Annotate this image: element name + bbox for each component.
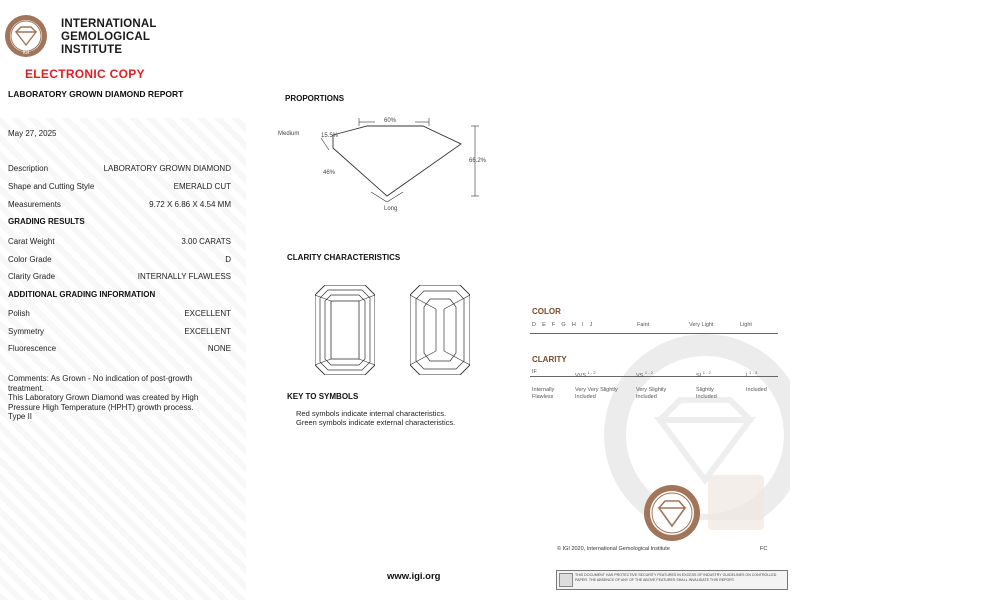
security-document-icon bbox=[559, 573, 573, 587]
svg-text:IGI: IGI bbox=[22, 50, 30, 56]
additional-info-title: ADDITIONAL GRADING INFORMATION bbox=[8, 290, 156, 299]
culet-label: Long bbox=[384, 206, 398, 212]
clarity-grade-si-sup: 1 - 2 bbox=[702, 370, 711, 375]
clarity-desc-i: Included bbox=[746, 387, 767, 393]
girdle-label: Medium bbox=[278, 131, 300, 137]
emerald-pavilion-diagram bbox=[410, 285, 470, 375]
clarity-scale-title: CLARITY bbox=[532, 355, 567, 364]
clarity-grade-i-sup: 1 - 3 bbox=[749, 370, 758, 375]
comments-block bbox=[8, 374, 223, 422]
polish-value: EXCELLENT bbox=[184, 309, 231, 318]
color-faint: Faint bbox=[637, 322, 650, 328]
description-value: LABORATORY GROWN DIAMOND bbox=[103, 164, 231, 173]
clarity-desc-vs: Very Slightly Included bbox=[636, 387, 667, 400]
color-grade-h: H bbox=[571, 322, 576, 328]
security-strip bbox=[556, 570, 788, 590]
clarity-grade-vvs-label: VVS bbox=[575, 372, 587, 379]
polish-label: Polish bbox=[8, 309, 30, 318]
grading-results-title: GRADING RESULTS bbox=[8, 217, 85, 226]
org-name-line3: INSTITUTE bbox=[61, 44, 123, 56]
electronic-copy-label: ELECTRONIC COPY bbox=[25, 67, 145, 81]
clarity-scale-rule bbox=[530, 376, 778, 377]
comments-line1: Comments: As Grown - No indication of post-growth treatment. bbox=[8, 374, 193, 393]
comments-line2: This Laboratory Grown Diamond was created by High Pressure High Temperature (HPHT) growth process. bbox=[8, 393, 199, 412]
description-label: Description bbox=[8, 164, 49, 173]
clarity-grade-if: IF bbox=[532, 369, 537, 375]
clarity-desc-if: Internally Flawless bbox=[532, 387, 555, 400]
report-title: LABORATORY GROWN DIAMOND REPORT bbox=[8, 89, 184, 99]
table-percent: 60% bbox=[384, 118, 397, 124]
org-name-line2: GEMOLOGICAL bbox=[61, 31, 151, 43]
website-link[interactable]: www.igi.org bbox=[387, 571, 441, 582]
clarity-grade-vs bbox=[636, 369, 653, 380]
key-line-red: Red symbols indicate internal characteristics. bbox=[296, 409, 447, 418]
fluorescence-value: NONE bbox=[207, 344, 231, 353]
igi-bottom-seal-icon bbox=[643, 484, 701, 542]
shape-value: EMERALD CUT bbox=[173, 182, 231, 191]
clarity-grade-vs-sup: 1 - 2 bbox=[644, 370, 653, 375]
shape-label: Shape and Cutting Style bbox=[8, 182, 95, 191]
copyright-text: © IGI 2020, International Gemological Institute bbox=[557, 546, 670, 552]
clarity-grade-vs-label: VS bbox=[636, 372, 644, 379]
color-very-light: Very Light bbox=[689, 322, 714, 328]
color-grade-i: I bbox=[581, 322, 584, 328]
color-scale-grades bbox=[532, 322, 592, 329]
clarity-grade-si bbox=[696, 369, 711, 380]
security-text: THIS DOCUMENT HAS PROTECTIVE SECURITY FEATURES IN EXCESS OF INDUSTRY GUIDELINES ON CONTROLLED PAPER. THE ABSENCE OF ANY OF THE ABOVE FEATURES SHALL INVALIDATE THIS REPORT. bbox=[575, 573, 777, 582]
color-grade-j: J bbox=[589, 322, 593, 328]
color-grade-e: E bbox=[542, 322, 546, 328]
proportions-diagram bbox=[275, 110, 495, 220]
clarity-grade-vvs-sup: 1 - 2 bbox=[587, 370, 596, 375]
crown-percent: 15.5% bbox=[321, 133, 339, 139]
color-scale-title: COLOR bbox=[532, 307, 561, 316]
measurements-value: 9.72 X 6.86 X 4.54 MM bbox=[149, 200, 231, 209]
color-grade-label: Color Grade bbox=[8, 255, 52, 264]
symmetry-label: Symmetry bbox=[8, 327, 44, 336]
color-grade-d: D bbox=[532, 322, 536, 328]
clarity-grade-vvs bbox=[575, 369, 596, 380]
color-grade-g: G bbox=[561, 322, 566, 328]
color-light: Light bbox=[740, 322, 752, 328]
carat-label: Carat Weight bbox=[8, 237, 55, 246]
footer-code: FC bbox=[760, 546, 768, 552]
clarity-grade-label: Clarity Grade bbox=[8, 272, 56, 281]
clarity-desc-vvs: Very Very Slightly Included bbox=[575, 387, 618, 400]
measurements-label: Measurements bbox=[8, 200, 61, 209]
clarity-grade-si-label: SI bbox=[696, 372, 702, 379]
igi-seal-icon bbox=[4, 14, 48, 58]
emerald-crown-diagram bbox=[315, 285, 375, 375]
clarity-grade-value: INTERNALLY FLAWLESS bbox=[137, 272, 231, 281]
color-scale-rule bbox=[530, 333, 778, 334]
comments-line3: Type II bbox=[8, 412, 33, 421]
key-to-symbols-title: KEY TO SYMBOLS bbox=[287, 392, 359, 401]
org-name-line1: INTERNATIONAL bbox=[61, 18, 157, 30]
depth-percent: 66.2% bbox=[469, 158, 487, 164]
report-date: May 27, 2025 bbox=[8, 129, 57, 138]
fluorescence-label: Fluorescence bbox=[8, 344, 57, 353]
seal-stamp-patch bbox=[708, 475, 764, 530]
key-line-green: Green symbols indicate external characteristics. bbox=[296, 418, 456, 427]
symmetry-value: EXCELLENT bbox=[184, 327, 231, 336]
color-grade-value: D bbox=[225, 255, 231, 264]
clarity-characteristics-title: CLARITY CHARACTERISTICS bbox=[287, 253, 401, 262]
clarity-grade-i bbox=[746, 369, 757, 380]
carat-value: 3.00 CARATS bbox=[181, 237, 231, 246]
proportions-title: PROPORTIONS bbox=[285, 94, 345, 103]
color-grade-f: F bbox=[551, 322, 556, 328]
pavilion-percent: 46% bbox=[323, 170, 336, 176]
clarity-grade-i-label: I bbox=[746, 372, 748, 379]
clarity-desc-si: Slightly Included bbox=[696, 387, 717, 400]
